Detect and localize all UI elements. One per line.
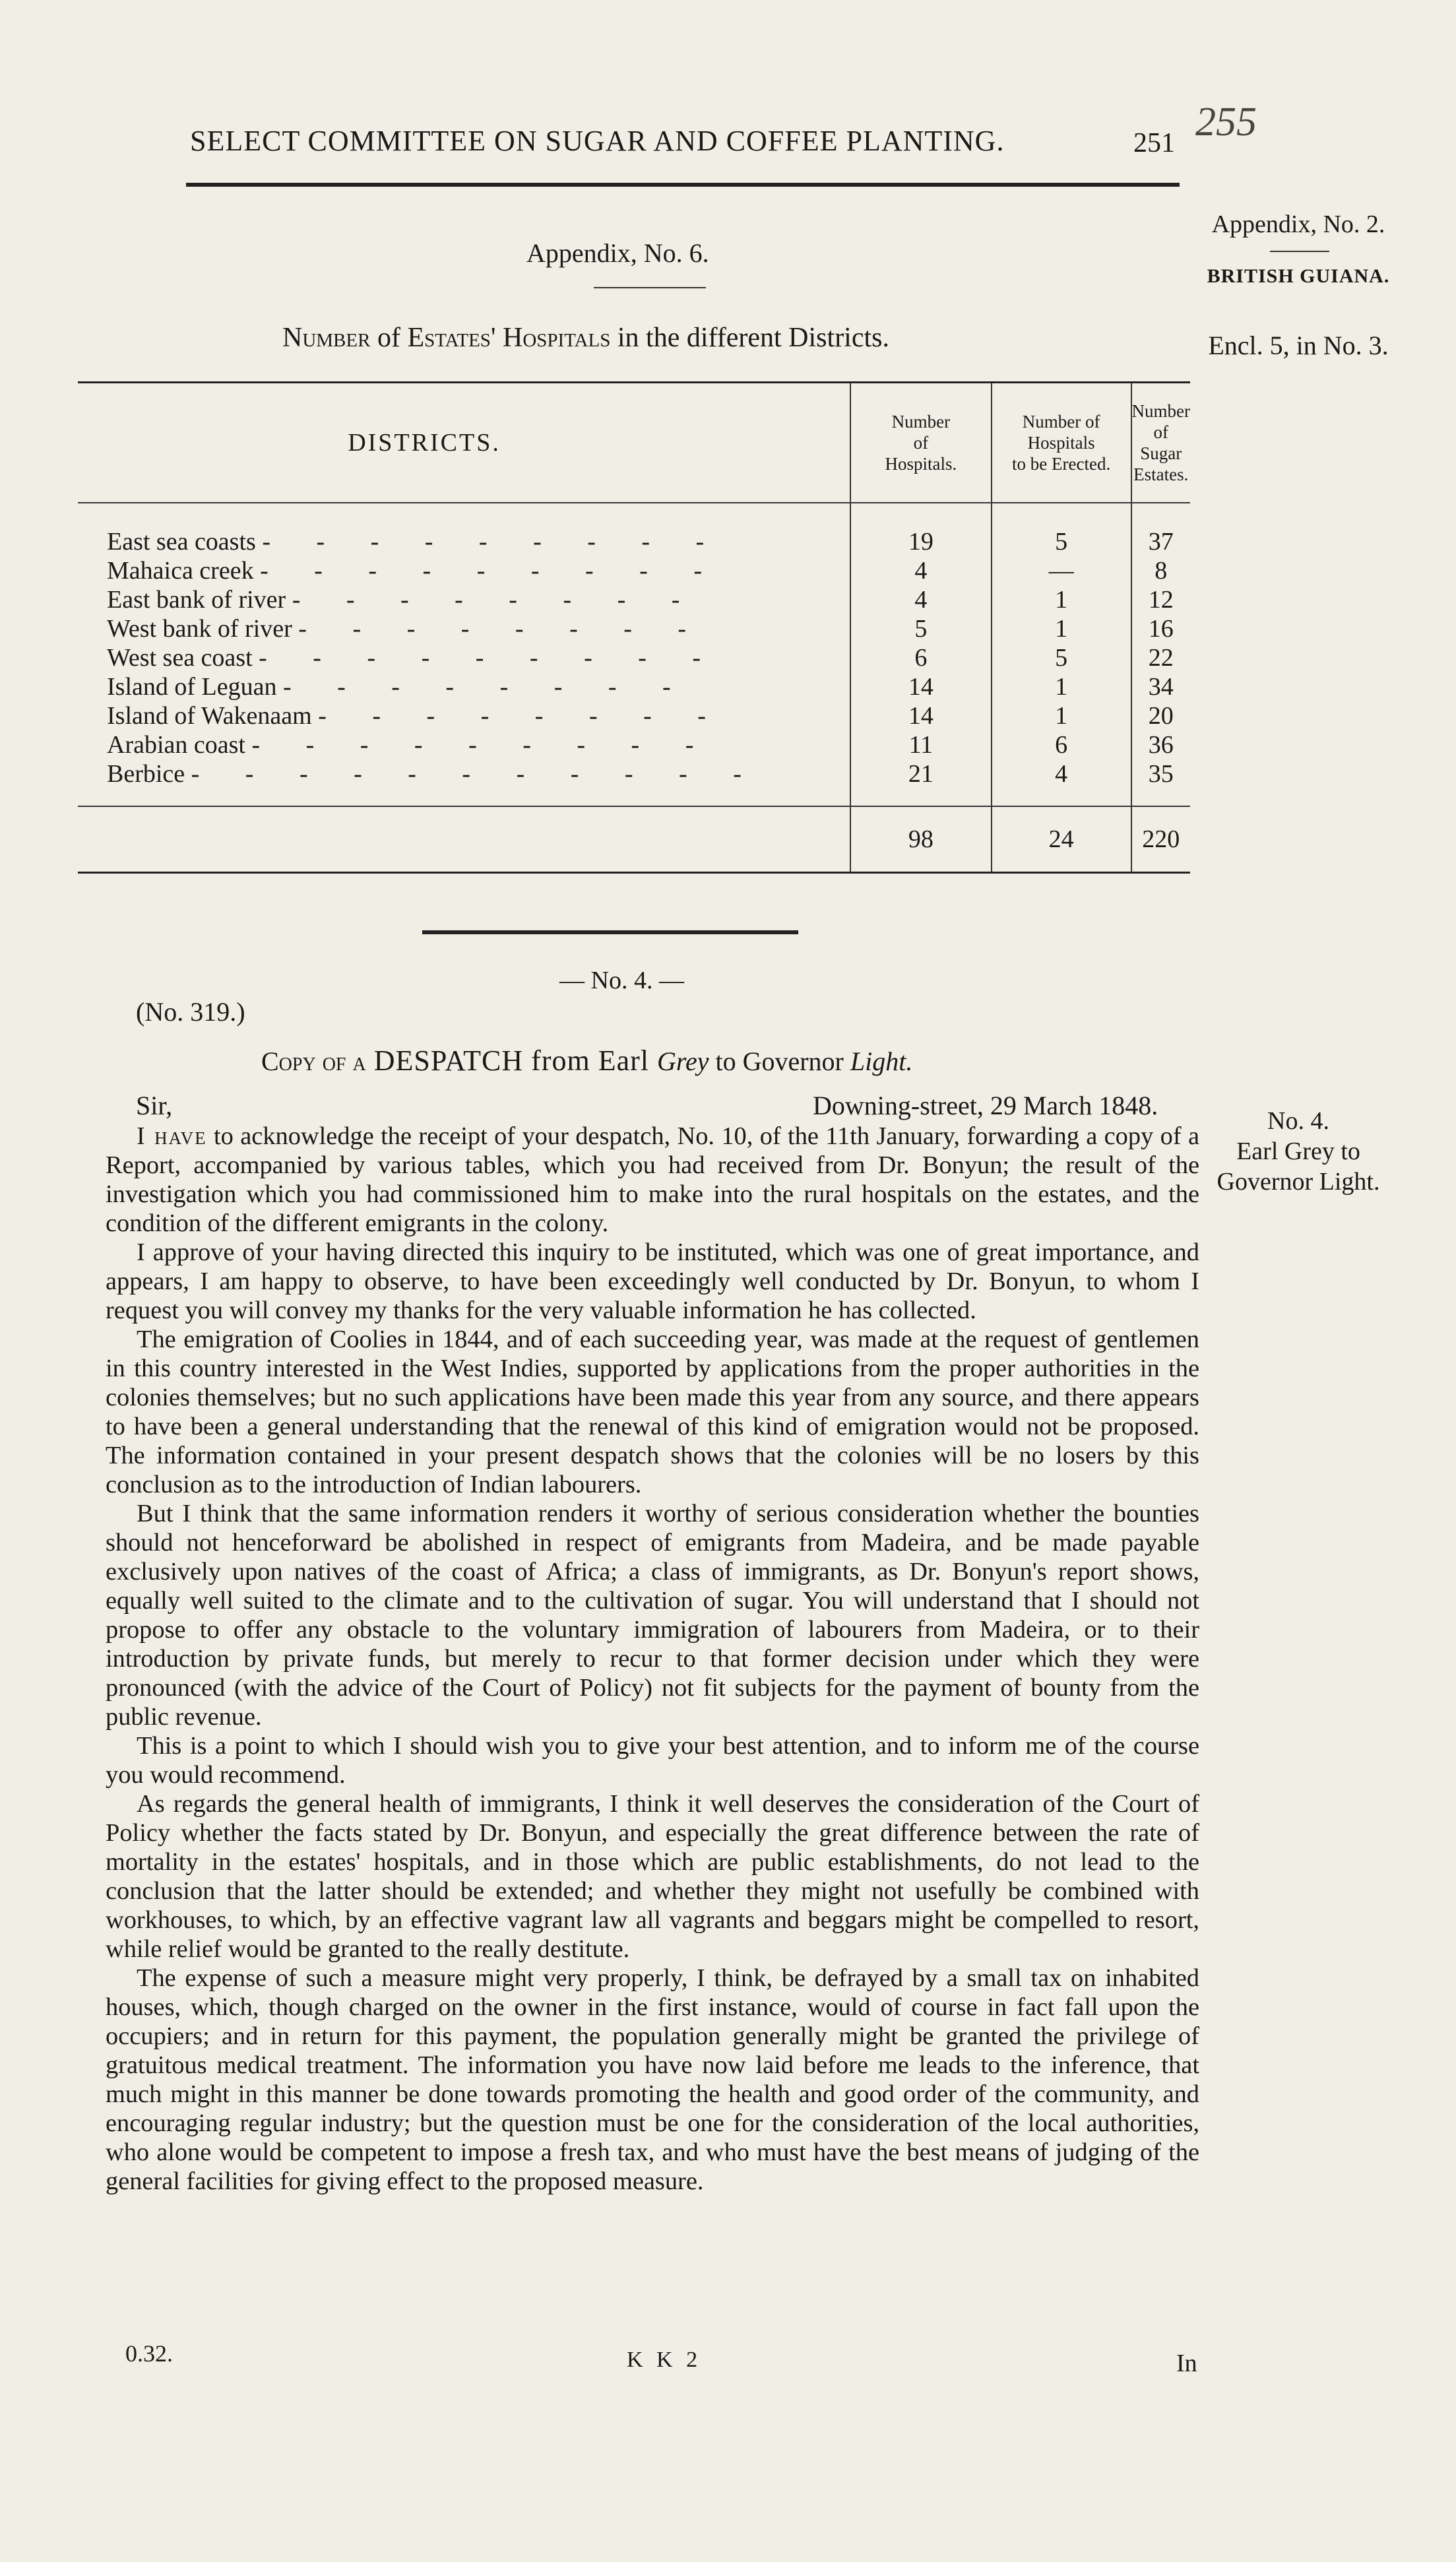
- margin-rule: [1270, 251, 1329, 252]
- hospitals-cell: 21: [850, 759, 992, 788]
- total-estates: 220: [1131, 806, 1190, 873]
- estates-cell: 22: [1131, 643, 1190, 672]
- header-line: Number: [1131, 401, 1190, 421]
- footer-signature: K K 2: [627, 2348, 702, 2372]
- hospitals-cell: 14: [850, 701, 992, 730]
- leader-dots: - - - - - - - - -: [260, 557, 722, 585]
- table-header-row: [78, 383, 1190, 503]
- hospitals-cell: 4: [850, 556, 992, 585]
- leader-dots: - - - - - - - -: [298, 615, 707, 643]
- erected-cell: 5: [992, 643, 1131, 672]
- despatch-title: [261, 1044, 912, 1077]
- header-line: Number of: [1022, 412, 1100, 432]
- district-cell: [78, 759, 850, 788]
- district-cell: [78, 643, 850, 672]
- despatch-title-part: DESPATCH from Earl: [365, 1044, 657, 1077]
- hospitals-cell: 14: [850, 672, 992, 701]
- leader-dots: - - - - - - - -: [292, 586, 700, 614]
- estates-cell: 36: [1131, 730, 1190, 759]
- total-hospitals: 98: [850, 806, 992, 873]
- paragraph: As regards the general health of immigrants, I think it well deserves the consideration of the Court of Policy whether the facts stated by Dr. Bonyun, and especially the great difference between the rate of mortality in the estates' hospitals, and in those which are public establishments, do not lead to the conclusion that the latter should be extended; and whether they might not usefully be combined with workhouses, to which, by an effective vagrant law all vagrants and beggars might be compelled to resort, while relief would be granted to the really destitute.: [106, 1790, 1199, 1963]
- estates-cell: 8: [1131, 556, 1190, 585]
- dateline: Downing-street, 29 March 1848.: [813, 1091, 1158, 1120]
- district-name: Island of Wakenaam: [107, 702, 312, 730]
- leader-dots: - - - - - - - -: [282, 673, 691, 701]
- leader-dots: - - - - - - - -: [318, 702, 726, 730]
- table-title-word: in the different Districts.: [610, 323, 889, 353]
- erected-cell: 1: [992, 701, 1131, 730]
- district-cell: [78, 556, 850, 585]
- paragraph-text: to acknowledge the receipt of your despatch, No. 10, of the 11th January, forwarding a copy of a Report, accompanied by various tables, which you had received from Dr. Bonyun; the result of the investigation which you had commissioned him to make into the rural hospitals on the estates, and the condition of the different emigrants in the colony.: [106, 1122, 1199, 1237]
- despatch-title-part: Light.: [850, 1046, 913, 1076]
- table-row: [78, 643, 1190, 672]
- district-name: West sea coast: [107, 644, 253, 672]
- header-line: Hospitals.: [885, 454, 957, 474]
- handwritten-page-number: 255: [1195, 100, 1257, 144]
- erected-cell: 1: [992, 585, 1131, 614]
- margin-enclosure: Encl. 5, in No. 3.: [1208, 331, 1389, 360]
- erected-cell: 5: [992, 527, 1131, 556]
- table-row: [78, 556, 1190, 585]
- leader-dots: - - - - - - - - -: [251, 731, 714, 759]
- section-rule: [422, 930, 798, 934]
- leader-dots: - - - - - - - - -: [259, 644, 721, 672]
- despatch-title-part: Copy of a: [261, 1046, 366, 1076]
- header-districts: DISTRICTS.: [78, 383, 850, 503]
- district-name: East sea coasts: [107, 528, 256, 556]
- district-name: West bank of river: [107, 615, 292, 643]
- header-line: Number: [891, 412, 951, 432]
- hospitals-cell: 4: [850, 585, 992, 614]
- footer-sessional-number: 0.32.: [125, 2340, 173, 2367]
- paragraph: The emigration of Coolies in 1844, and of each succeeding year, was made at the request of gentlemen in this country interested in the West Indies, supported by applications from the proper authorities in the colonies themselves; but no such applications have been made this year from any source, and there appears to have been a general understanding that the renewal of this kind of emigration would not be proposed. The information contained in your present despatch shows that the colonies will be no losers by this conclusion as to the introduction of Indian labourers.: [106, 1326, 1199, 1498]
- table-title-word: of: [370, 323, 408, 353]
- hospitals-table: [78, 381, 1190, 874]
- district-name: Island of Leguan: [107, 673, 277, 701]
- appendix-label: Appendix, No. 6.: [526, 238, 709, 268]
- district-name: Berbice: [107, 760, 185, 788]
- paragraph-lead: I have: [137, 1122, 207, 1150]
- table-row: [78, 614, 1190, 643]
- estates-cell: 16: [1131, 614, 1190, 643]
- header-hospitals: [850, 383, 992, 503]
- margin-despatch-no: No. 4.: [1267, 1107, 1329, 1135]
- district-cell: [78, 585, 850, 614]
- table-title-word: Hospitals: [503, 323, 611, 353]
- table-row: [78, 585, 1190, 614]
- leader-dots: - - - - - - - - -: [262, 528, 724, 556]
- margin-appendix-ref: Appendix, No. 2.: [1211, 210, 1385, 238]
- district-name: East bank of river: [107, 586, 286, 614]
- despatch-title-part: to Governor: [709, 1046, 850, 1076]
- table-row: [78, 730, 1190, 759]
- appendix-rule: [594, 287, 706, 288]
- estates-cell: 34: [1131, 672, 1190, 701]
- salutation: Sir,: [136, 1091, 173, 1120]
- district-cell: [78, 730, 850, 759]
- estates-cell: 20: [1131, 701, 1190, 730]
- district-cell: [78, 672, 850, 701]
- paragraph: This is a point to which I should wish you to give your best attention, and to inform me of the course you would recommend.: [106, 1732, 1199, 1789]
- erected-cell: 1: [992, 672, 1131, 701]
- table-row: [78, 672, 1190, 701]
- district-cell: [78, 527, 850, 556]
- erected-cell: 1: [992, 614, 1131, 643]
- leader-dots: - - - - - - - - - - -: [191, 760, 761, 788]
- paragraph: I approve of your having directed this inquiry to be instituted, which was one of great importance, and appears, I am happy to observe, to have been exceedingly well conducted by Dr. Bonyun, to whom I request you will convey my thanks for the very valuable information he has collected.: [106, 1238, 1199, 1324]
- paragraph: The expense of such a measure might very properly, I think, be defrayed by a small tax on inhabited houses, which, though charged on the owner in the first instance, would of course in fact fall upon the occupiers; and in return for this payment, the population generally might be granted the privilege of gratuitous medical treatment. The information you have now laid before me leads to the inference, that much might in this manner be done towards promoting the health and good order of the community, and encouraging regular industry; but the question must be one for the consideration of the local authorities, who alone would be competent to impose a fresh tax, and who must have the best means of judging of the general facilities for giving effect to the proposed measure.: [106, 1964, 1199, 2195]
- erected-cell: 4: [992, 759, 1131, 788]
- header-line: of: [1153, 422, 1168, 442]
- despatch-title-part: Grey: [656, 1046, 709, 1076]
- district-name: Arabian coast: [107, 731, 245, 759]
- table-row: [78, 527, 1190, 556]
- table-title: [282, 322, 889, 354]
- estates-cell: 12: [1131, 585, 1190, 614]
- page-number: 251: [1133, 128, 1175, 158]
- totals-row: [78, 806, 1190, 873]
- district-name: Mahaica creek: [107, 557, 254, 585]
- margin-despatch-to: Governor Light.: [1217, 1168, 1380, 1196]
- table-row: [78, 701, 1190, 730]
- totals-label-cell: [78, 806, 850, 873]
- despatch-body: [106, 1122, 1199, 2196]
- header-sugar-estates: [1131, 383, 1190, 503]
- district-cell: [78, 701, 850, 730]
- section-heading: — No. 4. —: [559, 967, 684, 994]
- hospitals-cell: 11: [850, 730, 992, 759]
- estates-cell: 37: [1131, 527, 1190, 556]
- erected-cell: —: [992, 556, 1131, 585]
- header-line: to be Erected.: [1012, 454, 1111, 474]
- hospitals-cell: 19: [850, 527, 992, 556]
- header-rule: [186, 183, 1180, 187]
- order-number: (No. 319.): [136, 997, 245, 1027]
- header-line: of: [913, 433, 929, 453]
- header-line: Sugar Estates.: [1133, 443, 1189, 484]
- table-row: [78, 759, 1190, 788]
- estates-cell: 35: [1131, 759, 1190, 788]
- header-line: Hospitals: [1027, 433, 1095, 453]
- paragraph: [106, 1122, 1199, 1238]
- erected-cell: 6: [992, 730, 1131, 759]
- paragraph: But I think that the same information renders it worthy of serious consideration whether the bounties should not henceforward be abolished in respect of emigrants from Madeira, and be made payable exclusively upon natives of the coast of Africa; a class of immigrants, as Dr. Bonyun's report shows, equally well suited to the climate and to the cultivation of sugar. You will understand that I should not propose to offer any obstacle to the voluntary immigration of labourers from Madeira, or to their introduction by private funds, but merely to recur to that former decision under which they were pronounced (with the advice of the Court of Policy) not fit subjects for the payment of bounty from the public revenue.: [106, 1500, 1199, 1731]
- header-to-be-erected: [992, 383, 1131, 503]
- hospitals-cell: 5: [850, 614, 992, 643]
- footer-catchword: In: [1176, 2350, 1197, 2377]
- margin-colony: BRITISH GUIANA.: [1207, 265, 1390, 287]
- total-erected: 24: [992, 806, 1131, 873]
- running-title: SELECT COMMITTEE ON SUGAR AND COFFEE PLANTING.: [190, 125, 1005, 157]
- district-cell: [78, 614, 850, 643]
- margin-despatch-note: [1193, 1106, 1404, 1197]
- table-title-word: Number: [282, 323, 371, 353]
- margin-despatch-from: Earl Grey to: [1236, 1137, 1360, 1165]
- hospitals-cell: 6: [850, 643, 992, 672]
- table-title-word: Estates': [407, 323, 496, 353]
